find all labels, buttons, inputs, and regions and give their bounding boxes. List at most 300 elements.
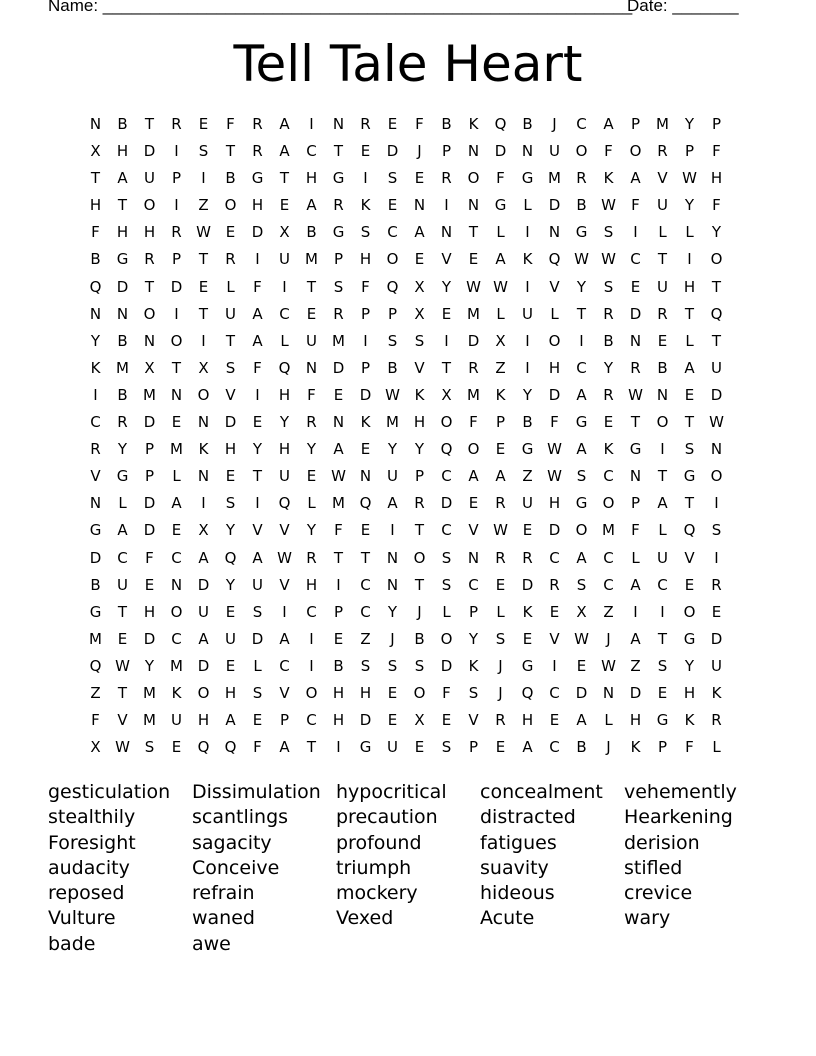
grid-letter[interactable]: A <box>252 548 263 567</box>
grid-letter[interactable]: X <box>279 223 290 242</box>
grid-letter[interactable]: E <box>387 711 398 730</box>
grid-letter[interactable]: C <box>171 629 182 648</box>
grid-letter[interactable]: L <box>496 304 505 323</box>
grid-letter[interactable]: S <box>387 331 398 350</box>
grid-letter[interactable]: R <box>495 494 506 513</box>
grid-letter[interactable]: I <box>525 331 530 350</box>
grid-letter[interactable]: E <box>522 629 533 648</box>
grid-letter[interactable]: H <box>224 440 237 459</box>
grid-letter[interactable]: S <box>603 223 614 242</box>
grid-letter[interactable]: R <box>657 304 668 323</box>
grid-letter[interactable]: C <box>549 738 560 757</box>
grid-letter[interactable]: D <box>197 575 210 594</box>
grid-letter[interactable]: F <box>631 196 640 215</box>
grid-letter[interactable]: D <box>494 142 507 161</box>
grid-letter[interactable]: B <box>576 196 587 215</box>
grid-letter[interactable]: E <box>387 683 398 702</box>
grid-letter[interactable]: N <box>197 467 210 486</box>
grid-letter[interactable]: M <box>332 494 345 513</box>
grid-letter[interactable]: L <box>712 738 721 757</box>
grid-letter[interactable]: E <box>252 711 263 730</box>
grid-letter[interactable]: G <box>683 629 696 648</box>
grid-letter[interactable]: S <box>657 656 668 675</box>
grid-letter[interactable]: T <box>711 331 722 350</box>
grid-letter[interactable]: W <box>574 250 589 269</box>
grid-letter[interactable]: A <box>576 385 587 404</box>
grid-letter[interactable]: L <box>226 277 235 296</box>
grid-letter[interactable]: Z <box>603 602 614 621</box>
grid-letter[interactable]: S <box>225 358 236 377</box>
grid-letter[interactable]: H <box>116 223 129 242</box>
grid-letter[interactable]: D <box>548 385 561 404</box>
grid-letter[interactable]: E <box>603 413 614 432</box>
grid-letter[interactable]: S <box>495 629 506 648</box>
grid-letter[interactable]: F <box>226 115 235 133</box>
grid-letter[interactable]: Z <box>495 358 506 377</box>
grid-letter[interactable]: R <box>90 440 101 459</box>
grid-letter[interactable]: A <box>414 223 425 242</box>
grid-letter[interactable]: F <box>334 521 343 540</box>
grid-letter[interactable]: G <box>656 711 669 730</box>
grid-letter[interactable]: H <box>278 385 291 404</box>
grid-letter[interactable]: C <box>549 683 560 702</box>
grid-letter[interactable]: C <box>468 575 479 594</box>
grid-letter[interactable]: F <box>253 277 262 296</box>
grid-letter[interactable]: Y <box>603 358 614 377</box>
grid-letter[interactable]: B <box>657 358 668 377</box>
grid-letter[interactable]: N <box>602 683 615 702</box>
grid-letter[interactable]: I <box>309 115 314 133</box>
grid-letter[interactable]: N <box>629 467 642 486</box>
grid-letter[interactable]: D <box>143 521 156 540</box>
grid-letter[interactable]: U <box>657 277 668 296</box>
grid-letter[interactable]: T <box>576 304 587 323</box>
grid-letter[interactable]: C <box>603 575 614 594</box>
grid-letter[interactable]: C <box>576 115 587 133</box>
grid-letter[interactable]: U <box>279 467 290 486</box>
grid-letter[interactable]: V <box>657 169 668 188</box>
grid-letter[interactable]: D <box>251 629 264 648</box>
grid-letter[interactable]: O <box>548 331 561 350</box>
grid-letter[interactable]: C <box>549 548 560 567</box>
grid-letter[interactable]: Z <box>90 683 101 702</box>
grid-letter[interactable]: L <box>550 304 559 323</box>
grid-letter[interactable]: O <box>575 142 588 161</box>
grid-letter[interactable]: O <box>197 683 210 702</box>
grid-letter[interactable]: F <box>442 683 451 702</box>
grid-letter[interactable]: H <box>224 683 237 702</box>
grid-letter[interactable]: Z <box>522 467 533 486</box>
grid-letter[interactable]: I <box>93 385 98 404</box>
grid-letter[interactable]: H <box>683 277 696 296</box>
grid-letter[interactable]: I <box>201 494 206 513</box>
grid-letter[interactable]: S <box>144 738 155 757</box>
grid-letter[interactable]: E <box>576 656 587 675</box>
grid-letter[interactable]: G <box>575 413 588 432</box>
grid-letter[interactable]: Y <box>279 413 290 432</box>
grid-letter[interactable]: L <box>685 223 694 242</box>
grid-letter[interactable]: U <box>549 142 560 161</box>
grid-letter[interactable]: R <box>333 304 344 323</box>
grid-letter[interactable]: S <box>414 656 425 675</box>
grid-letter[interactable]: Q <box>359 494 372 513</box>
grid-letter[interactable]: V <box>549 277 560 296</box>
grid-letter[interactable]: P <box>360 358 371 377</box>
grid-letter[interactable]: E <box>225 223 236 242</box>
grid-letter[interactable]: Y <box>90 331 101 350</box>
grid-letter[interactable]: T <box>279 169 290 188</box>
grid-letter[interactable]: K <box>360 413 371 432</box>
grid-letter[interactable]: N <box>143 331 156 350</box>
grid-letter[interactable]: P <box>495 413 506 432</box>
grid-letter[interactable]: O <box>413 548 426 567</box>
grid-letter[interactable]: T <box>684 494 695 513</box>
grid-letter[interactable]: C <box>171 548 182 567</box>
grid-letter[interactable]: H <box>143 223 156 242</box>
grid-letter[interactable]: E <box>414 169 425 188</box>
grid-letter[interactable]: M <box>170 656 183 675</box>
grid-letter[interactable]: G <box>116 250 129 269</box>
grid-letter[interactable]: C <box>306 711 317 730</box>
grid-letter[interactable]: J <box>552 115 557 133</box>
grid-letter[interactable]: P <box>630 494 641 513</box>
grid-letter[interactable]: E <box>495 440 506 459</box>
grid-letter[interactable]: Y <box>441 277 452 296</box>
grid-letter[interactable]: M <box>116 358 129 377</box>
grid-letter[interactable]: Q <box>224 548 237 567</box>
grid-letter[interactable]: S <box>198 142 209 161</box>
grid-letter[interactable]: B <box>90 575 101 594</box>
grid-letter[interactable]: Q <box>278 358 291 377</box>
grid-letter[interactable]: N <box>305 358 318 377</box>
grid-letter[interactable]: E <box>144 575 155 594</box>
grid-letter[interactable]: A <box>198 548 209 567</box>
grid-letter[interactable]: P <box>279 711 290 730</box>
grid-letter[interactable]: N <box>332 413 345 432</box>
grid-letter[interactable]: Q <box>683 521 696 540</box>
grid-letter[interactable]: S <box>252 683 263 702</box>
grid-letter[interactable]: E <box>414 738 425 757</box>
grid-letter[interactable]: V <box>468 711 479 730</box>
grid-letter[interactable]: W <box>547 467 562 486</box>
grid-letter[interactable]: B <box>414 629 425 648</box>
grid-letter[interactable]: U <box>225 629 236 648</box>
grid-letter[interactable]: N <box>629 331 642 350</box>
grid-letter[interactable]: E <box>468 250 479 269</box>
grid-letter[interactable]: E <box>360 521 371 540</box>
grid-letter[interactable]: E <box>360 142 371 161</box>
grid-letter[interactable]: F <box>604 142 613 161</box>
grid-letter[interactable]: C <box>576 358 587 377</box>
grid-letter[interactable]: D <box>170 277 183 296</box>
grid-letter[interactable]: W <box>601 250 616 269</box>
grid-letter[interactable]: D <box>440 494 453 513</box>
grid-letter[interactable]: F <box>361 277 370 296</box>
grid-letter[interactable]: T <box>144 277 155 296</box>
grid-letter[interactable]: U <box>387 738 398 757</box>
grid-letter[interactable]: H <box>548 494 561 513</box>
grid-letter[interactable]: A <box>495 467 506 486</box>
grid-letter[interactable]: D <box>116 277 129 296</box>
grid-letter[interactable]: A <box>603 115 614 133</box>
grid-letter[interactable]: E <box>495 738 506 757</box>
grid-letter[interactable]: R <box>495 548 506 567</box>
grid-letter[interactable]: I <box>444 196 449 215</box>
grid-letter[interactable]: K <box>522 250 533 269</box>
grid-letter[interactable]: F <box>631 521 640 540</box>
grid-letter[interactable]: E <box>171 413 182 432</box>
grid-letter[interactable]: Z <box>360 629 371 648</box>
grid-letter[interactable]: C <box>90 413 101 432</box>
grid-letter[interactable]: U <box>657 548 668 567</box>
grid-letter[interactable]: Y <box>252 440 263 459</box>
grid-letter[interactable]: M <box>143 683 156 702</box>
grid-letter[interactable]: V <box>684 548 695 567</box>
grid-letter[interactable]: C <box>657 575 668 594</box>
grid-letter[interactable]: B <box>117 385 128 404</box>
grid-letter[interactable]: S <box>252 602 263 621</box>
grid-letter[interactable]: F <box>253 358 262 377</box>
grid-letter[interactable]: S <box>684 440 695 459</box>
grid-letter[interactable]: S <box>441 575 452 594</box>
grid-letter[interactable]: W <box>601 656 616 675</box>
grid-letter[interactable]: J <box>417 602 422 621</box>
grid-letter[interactable]: L <box>253 656 262 675</box>
grid-letter[interactable]: X <box>198 521 209 540</box>
grid-letter[interactable]: Y <box>144 656 155 675</box>
grid-letter[interactable]: F <box>415 115 424 133</box>
grid-letter[interactable]: O <box>197 385 210 404</box>
grid-letter[interactable]: S <box>441 548 452 567</box>
grid-letter[interactable]: P <box>333 602 344 621</box>
grid-letter[interactable]: D <box>251 223 264 242</box>
grid-letter[interactable]: S <box>333 277 344 296</box>
grid-letter[interactable]: T <box>630 413 641 432</box>
grid-letter[interactable]: T <box>306 738 317 757</box>
grid-letter[interactable]: A <box>576 440 587 459</box>
grid-letter[interactable]: U <box>711 656 722 675</box>
grid-letter[interactable]: B <box>522 413 533 432</box>
grid-letter[interactable]: Q <box>197 738 210 757</box>
grid-letter[interactable]: N <box>386 575 399 594</box>
grid-letter[interactable]: A <box>171 494 182 513</box>
grid-letter[interactable]: Q <box>440 440 453 459</box>
grid-letter[interactable]: H <box>548 358 561 377</box>
grid-letter[interactable]: T <box>225 331 236 350</box>
grid-letter[interactable]: T <box>711 277 722 296</box>
grid-letter[interactable]: K <box>684 711 695 730</box>
grid-letter[interactable]: O <box>575 521 588 540</box>
grid-letter[interactable]: A <box>387 494 398 513</box>
grid-letter[interactable]: P <box>468 738 479 757</box>
grid-letter[interactable]: P <box>144 467 155 486</box>
grid-letter[interactable]: H <box>197 711 210 730</box>
grid-letter[interactable]: T <box>117 196 128 215</box>
grid-letter[interactable]: I <box>714 494 719 513</box>
grid-letter[interactable]: E <box>171 738 182 757</box>
grid-letter[interactable]: R <box>252 115 263 133</box>
grid-letter[interactable]: D <box>548 196 561 215</box>
grid-letter[interactable]: G <box>89 521 102 540</box>
grid-letter[interactable]: S <box>225 494 236 513</box>
grid-letter[interactable]: N <box>89 115 102 133</box>
grid-letter[interactable]: H <box>143 602 156 621</box>
grid-letter[interactable]: D <box>143 494 156 513</box>
grid-letter[interactable]: S <box>360 656 371 675</box>
grid-letter[interactable]: X <box>144 358 155 377</box>
grid-letter[interactable]: Q <box>89 277 102 296</box>
grid-letter[interactable]: T <box>225 142 236 161</box>
grid-letter[interactable]: I <box>174 196 179 215</box>
grid-letter[interactable]: H <box>305 575 318 594</box>
grid-letter[interactable]: C <box>306 142 317 161</box>
grid-letter[interactable]: Y <box>225 521 236 540</box>
grid-letter[interactable]: P <box>333 250 344 269</box>
grid-letter[interactable]: O <box>710 467 723 486</box>
grid-letter[interactable]: A <box>225 711 236 730</box>
grid-letter[interactable]: F <box>307 385 316 404</box>
grid-letter[interactable]: I <box>687 250 692 269</box>
grid-letter[interactable]: R <box>657 142 668 161</box>
grid-letter[interactable]: L <box>496 602 505 621</box>
grid-letter[interactable]: T <box>441 358 452 377</box>
grid-letter[interactable]: K <box>468 656 479 675</box>
grid-letter[interactable]: T <box>117 602 128 621</box>
grid-letter[interactable]: U <box>198 602 209 621</box>
grid-letter[interactable]: C <box>360 602 371 621</box>
grid-letter[interactable]: Z <box>630 656 641 675</box>
grid-letter[interactable]: F <box>469 413 478 432</box>
grid-letter[interactable]: X <box>90 738 101 757</box>
grid-letter[interactable]: R <box>711 711 722 730</box>
grid-letter[interactable]: D <box>548 521 561 540</box>
grid-letter[interactable]: B <box>90 250 101 269</box>
grid-letter[interactable]: E <box>225 602 236 621</box>
grid-letter[interactable]: O <box>467 169 480 188</box>
grid-letter[interactable]: R <box>225 250 236 269</box>
grid-letter[interactable]: M <box>602 521 615 540</box>
grid-letter[interactable]: R <box>144 250 155 269</box>
grid-letter[interactable]: A <box>468 467 479 486</box>
grid-letter[interactable]: I <box>336 738 341 757</box>
grid-letter[interactable]: K <box>630 738 641 757</box>
grid-letter[interactable]: U <box>387 467 398 486</box>
grid-letter[interactable]: C <box>603 467 614 486</box>
grid-letter[interactable]: R <box>441 169 452 188</box>
grid-letter[interactable]: L <box>631 548 640 567</box>
grid-letter[interactable]: U <box>657 196 668 215</box>
grid-letter[interactable]: E <box>387 196 398 215</box>
grid-letter[interactable]: Y <box>684 115 695 133</box>
grid-letter[interactable]: N <box>332 115 345 133</box>
grid-letter[interactable]: A <box>657 494 668 513</box>
grid-letter[interactable]: T <box>657 467 668 486</box>
grid-letter[interactable]: A <box>630 629 641 648</box>
grid-letter[interactable]: W <box>385 385 400 404</box>
grid-letter[interactable]: F <box>496 169 505 188</box>
grid-letter[interactable]: T <box>657 629 668 648</box>
grid-letter[interactable]: X <box>414 277 425 296</box>
grid-letter[interactable]: W <box>628 385 643 404</box>
grid-letter[interactable]: I <box>363 169 368 188</box>
grid-letter[interactable]: U <box>522 494 533 513</box>
grid-letter[interactable]: W <box>709 413 724 432</box>
grid-letter[interactable]: W <box>277 548 292 567</box>
grid-letter[interactable]: B <box>306 223 317 242</box>
grid-letter[interactable]: E <box>252 413 263 432</box>
grid-letter[interactable]: D <box>710 385 723 404</box>
grid-letter[interactable]: A <box>306 196 317 215</box>
grid-letter[interactable]: O <box>170 602 183 621</box>
grid-letter[interactable]: T <box>468 223 479 242</box>
grid-letter[interactable]: R <box>171 223 182 242</box>
grid-letter[interactable]: U <box>252 575 263 594</box>
grid-letter[interactable]: G <box>251 169 264 188</box>
grid-letter[interactable]: N <box>89 304 102 323</box>
grid-letter[interactable]: O <box>467 440 480 459</box>
grid-letter[interactable]: G <box>521 169 534 188</box>
grid-letter[interactable]: Q <box>710 304 723 323</box>
grid-letter[interactable]: C <box>306 602 317 621</box>
grid-letter[interactable]: G <box>494 196 507 215</box>
grid-letter[interactable]: U <box>279 250 290 269</box>
grid-letter[interactable]: D <box>143 413 156 432</box>
grid-letter[interactable]: R <box>414 494 425 513</box>
grid-letter[interactable]: E <box>657 331 668 350</box>
grid-letter[interactable]: Q <box>278 494 291 513</box>
grid-letter[interactable]: O <box>143 196 156 215</box>
grid-letter[interactable]: A <box>576 548 587 567</box>
grid-letter[interactable]: V <box>441 250 452 269</box>
grid-letter[interactable]: C <box>441 521 452 540</box>
grid-letter[interactable]: B <box>333 656 344 675</box>
grid-letter[interactable]: D <box>629 683 642 702</box>
grid-letter[interactable]: Y <box>522 385 533 404</box>
grid-letter[interactable]: I <box>525 358 530 377</box>
grid-letter[interactable]: I <box>525 277 530 296</box>
grid-letter[interactable]: O <box>602 494 615 513</box>
grid-letter[interactable]: K <box>603 440 614 459</box>
grid-letter[interactable]: L <box>523 196 532 215</box>
grid-letter[interactable]: K <box>90 358 101 377</box>
grid-letter[interactable]: W <box>331 467 346 486</box>
grid-letter[interactable]: I <box>390 521 395 540</box>
grid-letter[interactable]: H <box>305 169 318 188</box>
grid-letter[interactable]: I <box>714 548 719 567</box>
grid-letter[interactable]: E <box>468 494 479 513</box>
grid-letter[interactable]: R <box>603 385 614 404</box>
grid-letter[interactable]: K <box>360 196 371 215</box>
grid-letter[interactable]: B <box>225 169 236 188</box>
grid-letter[interactable]: O <box>170 331 183 350</box>
grid-letter[interactable]: S <box>441 738 452 757</box>
grid-letter[interactable]: H <box>521 711 534 730</box>
grid-letter[interactable]: Y <box>387 602 398 621</box>
grid-letter[interactable]: N <box>386 548 399 567</box>
grid-letter[interactable]: O <box>413 683 426 702</box>
grid-letter[interactable]: B <box>117 115 128 133</box>
grid-letter[interactable]: A <box>495 250 506 269</box>
grid-letter[interactable]: A <box>630 575 641 594</box>
grid-letter[interactable]: N <box>440 223 453 242</box>
grid-letter[interactable]: M <box>89 629 102 648</box>
grid-letter[interactable]: F <box>550 413 559 432</box>
grid-letter[interactable]: R <box>306 413 317 432</box>
grid-letter[interactable]: G <box>521 656 534 675</box>
grid-letter[interactable]: M <box>656 115 669 133</box>
grid-letter[interactable]: R <box>171 115 182 133</box>
grid-letter[interactable]: H <box>116 142 129 161</box>
